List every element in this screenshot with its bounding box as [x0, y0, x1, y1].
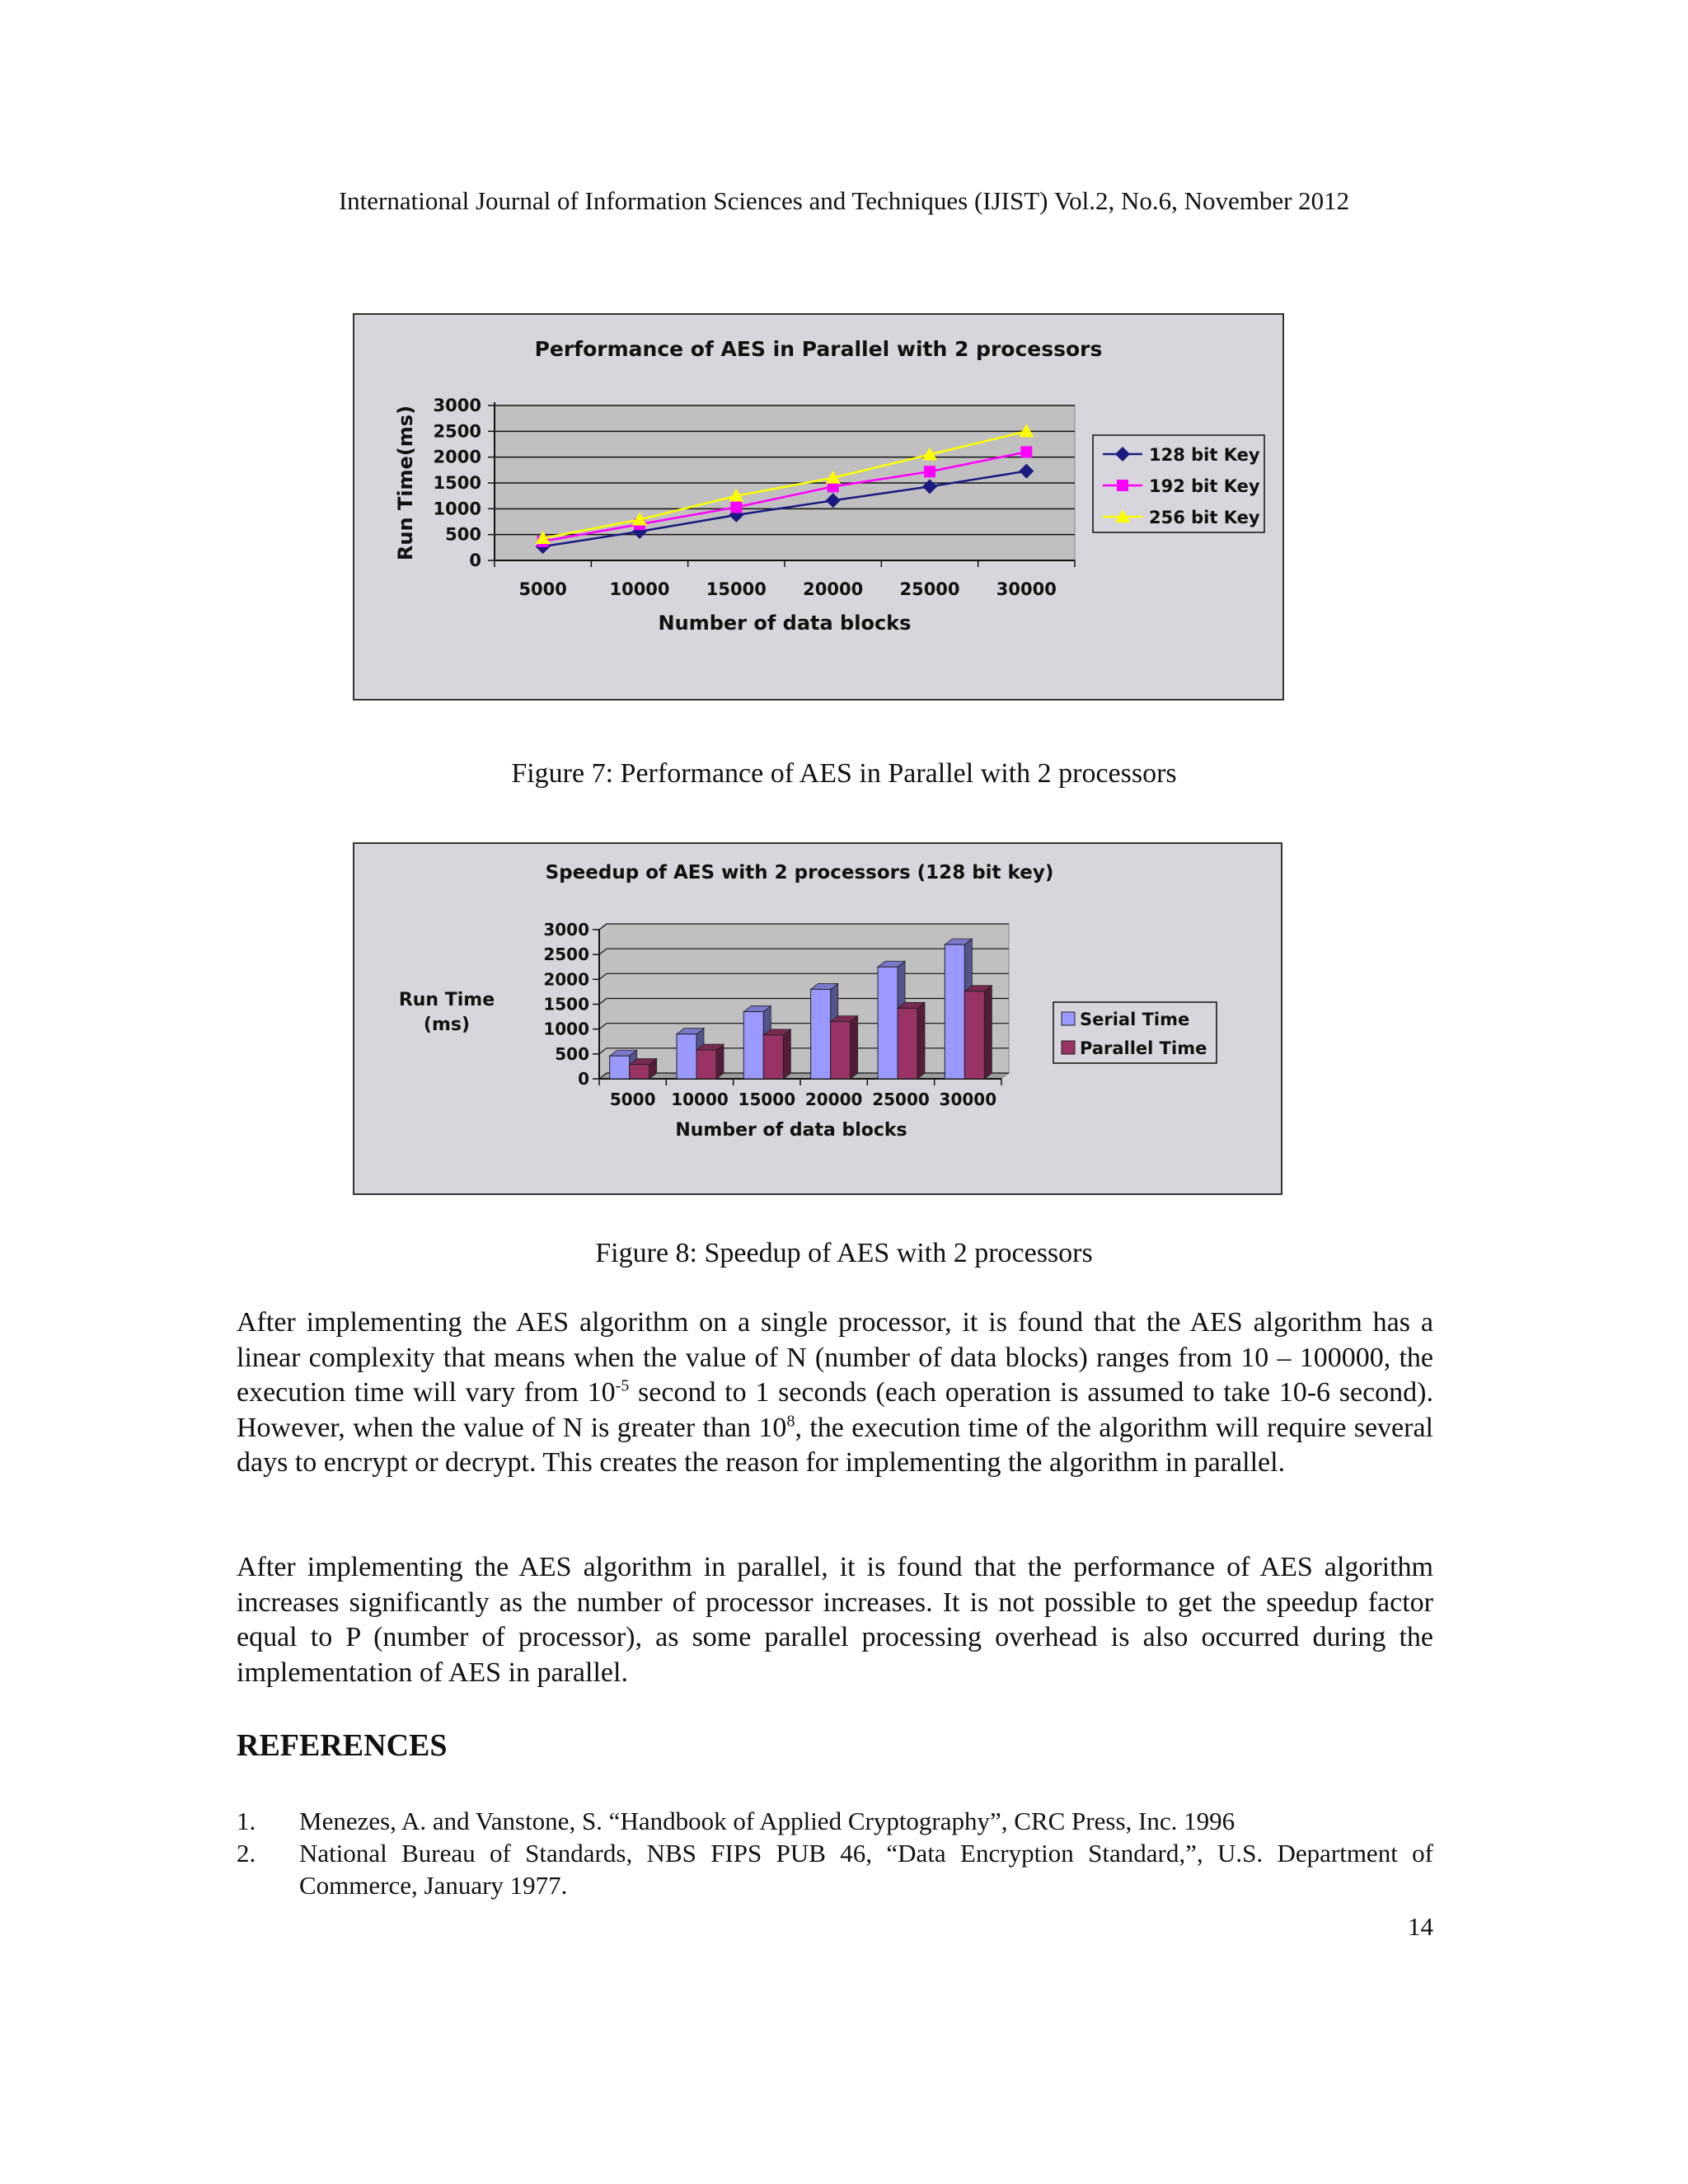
bar — [945, 944, 964, 1079]
bar — [811, 989, 831, 1079]
y-tick-label: 1500 — [543, 994, 589, 1015]
bar — [677, 1034, 696, 1079]
legend-label: 256 bit Key — [1149, 508, 1260, 527]
y-tick-label: 2000 — [543, 969, 589, 990]
bar — [610, 1056, 630, 1079]
figure-8-caption: Figure 8: Speedup of AES with 2 processors — [595, 1238, 1093, 1268]
chart-title: Speedup of AES with 2 processors (128 bit key) — [545, 862, 1054, 883]
line-chart-svg — [354, 315, 1282, 699]
bar-side — [984, 986, 992, 1079]
y-tick-label: 1000 — [433, 499, 481, 519]
y-tick-label: 2000 — [433, 447, 481, 467]
body-paragraph-2: After implementing the AES algorithm in parallel, it is found that the performance of AES algorithm increases significantly as the number of processor increases. It is not possible to get the speedup factor equal to P (number of processor), as some parallel processing overhead is also occurred during the implementation of AES in parallel. — [237, 1552, 1433, 1688]
superscript-exponent-2: 8 — [786, 1412, 795, 1431]
para1-text-c: , the execution time of the algorithm will require several days to encrypt or decrypt. This creates the reason for implementing the algorithm in parallel. — [237, 1412, 1433, 1478]
legend-swatch — [1062, 1041, 1075, 1054]
bar — [630, 1065, 649, 1079]
x-tick-label: 30000 — [939, 1090, 997, 1109]
chart-title: Performance of AES in Parallel with 2 processors — [534, 337, 1103, 361]
reference-text: Menezes, A. and Vanstone, S. “Handbook of Applied Cryptography”, CRC Press, Inc. 1996 — [299, 1807, 1236, 1835]
data-point — [924, 466, 935, 477]
x-tick-label: 10000 — [609, 579, 670, 599]
figure-7-chart — [353, 313, 1284, 701]
y-axis-label-line-1: Run Time — [398, 990, 495, 1010]
x-tick-label: 25000 — [872, 1090, 930, 1109]
x-axis-label: Number of data blocks — [658, 612, 912, 635]
x-axis-label: Number of data blocks — [675, 1120, 907, 1141]
bar — [878, 967, 898, 1079]
figure-8-chart — [353, 842, 1282, 1195]
para1-text-b: second to 1 seconds (each operation is assumed to take 10-6 second). However, when the value of N is greater than 10 — [237, 1377, 1433, 1443]
x-tick-label: 15000 — [738, 1090, 796, 1109]
legend-label: Parallel Time — [1080, 1038, 1207, 1058]
y-tick-label: 1500 — [433, 473, 481, 493]
x-tick-label: 10000 — [671, 1090, 729, 1109]
body-paragraph-1 — [237, 1305, 1433, 1481]
x-tick-label: 20000 — [803, 579, 864, 599]
bar — [964, 991, 984, 1079]
bar — [898, 1008, 917, 1079]
y-tick-label: 2500 — [433, 421, 481, 442]
legend-label: 192 bit Key — [1149, 476, 1260, 496]
legend-swatch — [1062, 1012, 1075, 1025]
x-tick-label: 5000 — [518, 579, 567, 599]
y-tick-label: 0 — [578, 1069, 589, 1089]
y-tick-label: 500 — [445, 524, 481, 545]
running-header: International Journal of Information Sciences and Techniques (IJIST) Vol.2, No.6, November 2012 — [338, 186, 1350, 215]
bar — [696, 1050, 716, 1079]
x-tick-label: 5000 — [609, 1090, 656, 1109]
page-number: 14 — [1408, 1912, 1433, 1941]
para1-text-a: After implementing the AES algorithm on a single processor, it is found that the AES algorithm has a linear complexity that means when the value of N (number of data blocks) ranges from 10 – 100000, the execution time will vary from 10 — [237, 1307, 1433, 1408]
bar-side — [783, 1029, 790, 1079]
legend-marker — [1117, 480, 1128, 491]
bar-side — [917, 1002, 925, 1079]
data-point — [1020, 446, 1032, 457]
y-tick-label: 2500 — [543, 944, 589, 965]
reference-number: 2. — [237, 1839, 256, 1868]
bar-side — [851, 1016, 858, 1079]
bar-chart-svg — [354, 844, 1281, 1193]
references-heading: REFERENCES — [237, 1728, 448, 1763]
reference-number: 1. — [237, 1807, 256, 1835]
bar — [763, 1035, 783, 1079]
legend-label: 128 bit Key — [1149, 445, 1260, 465]
y-tick-label: 500 — [555, 1043, 589, 1064]
y-tick-label: 3000 — [433, 396, 481, 415]
legend-label: Serial Time — [1080, 1010, 1190, 1029]
y-tick-label: 0 — [469, 551, 481, 570]
data-point — [730, 501, 742, 513]
x-tick-label: 25000 — [899, 579, 960, 599]
y-axis-label-line-2: (ms) — [423, 1015, 471, 1035]
superscript-exponent-1: -5 — [615, 1376, 630, 1395]
y-tick-label: 1000 — [543, 1019, 589, 1039]
y-tick-label: 3000 — [543, 920, 589, 940]
x-tick-label: 30000 — [996, 579, 1057, 599]
x-tick-label: 15000 — [706, 579, 767, 599]
y-axis-label: Run Time(ms) — [394, 405, 417, 561]
bar — [743, 1012, 763, 1079]
reference-text: National Bureau of Standards, NBS FIPS PUB 46, “Data Encryption Standard,”, U.S. Department of Commerce, January 1977. — [299, 1839, 1433, 1900]
bar — [831, 1022, 851, 1079]
x-tick-label: 20000 — [804, 1090, 863, 1109]
figure-7-caption: Figure 7: Performance of AES in Parallel with 2 processors — [511, 758, 1177, 789]
